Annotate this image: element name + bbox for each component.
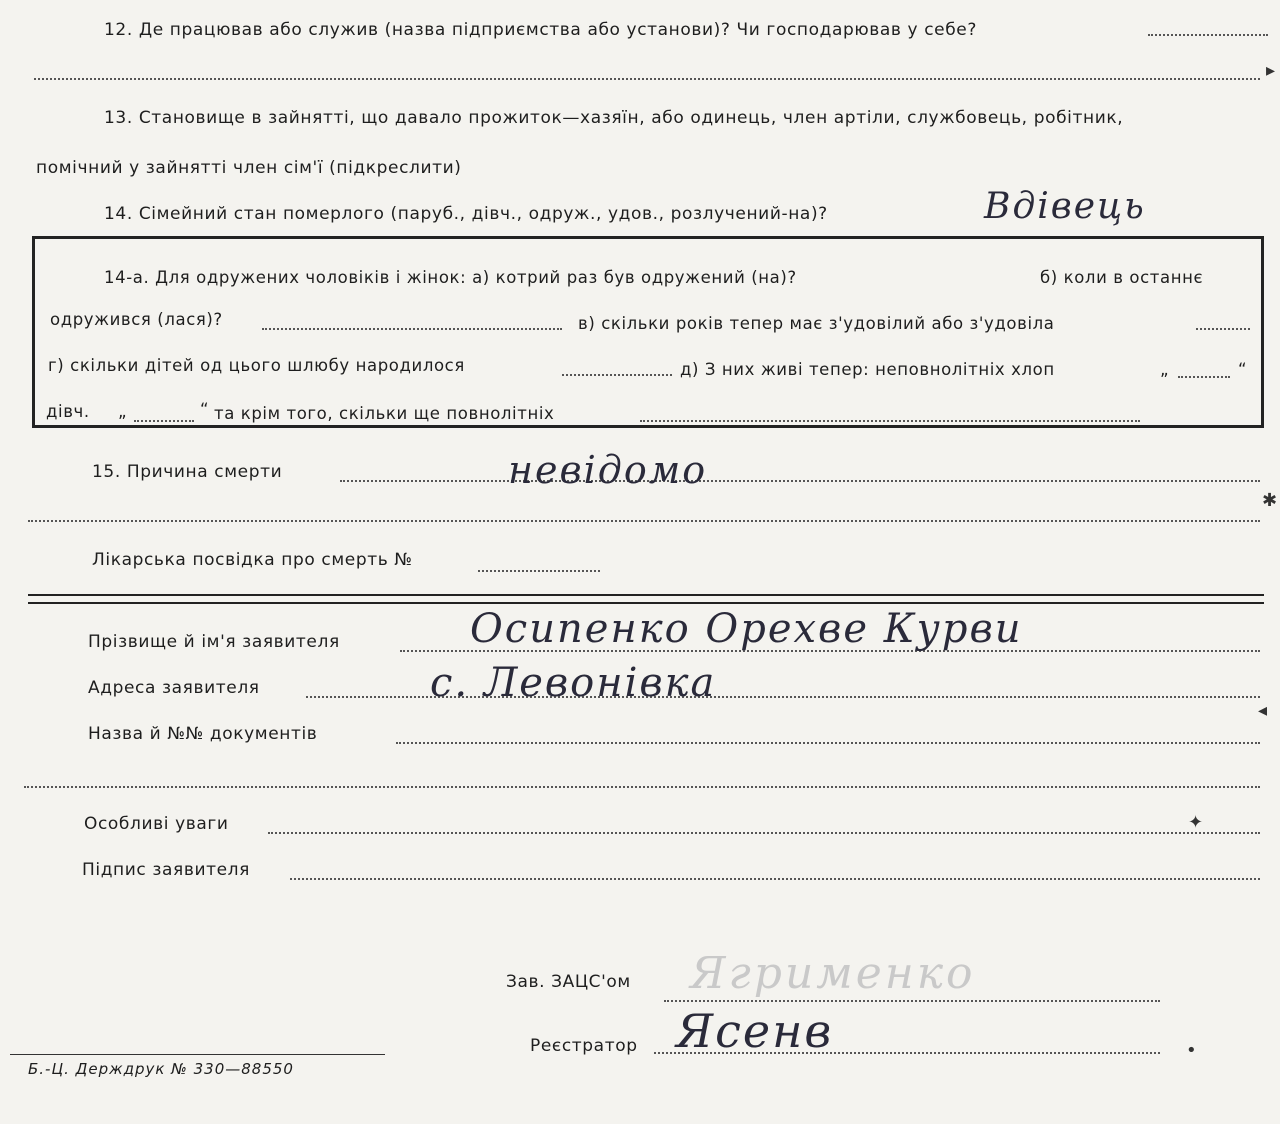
question-14a-field-adults [640,420,1140,422]
question-14a-line-3a: г) скільки дітей од цього шлюбу народилося [48,356,465,375]
question-14a-line-3b: д) З них живі тепер: неповнолітніх хлоп [680,360,1055,379]
medical-certificate-field [478,570,600,572]
question-13-line-1: 13. Становище в зайнятті, що давало прожиток—хазяїн, або одинець, член артіли, службовець, робітник, [104,108,1124,128]
separator-rule-bottom [28,602,1264,604]
remarks-line [268,832,1260,834]
applicant-name-value: Осипенко Орехве Курви [470,606,1023,652]
printer-mark: Б.-Ц. Держдрук № 330—88550 [28,1060,294,1078]
quote-mark-open-2: „ [118,402,128,421]
edge-smudge: ◂ [1258,700,1268,721]
edge-smudge: ▸ [1266,60,1276,81]
quote-mark-close-2: “ [200,400,210,419]
documents-label: Назва й №№ документів [88,724,318,744]
question-14a-field-children [562,374,672,376]
question-14a-field-years [1196,328,1250,330]
question-14-answer: Вдівець [984,186,1146,227]
question-14a-field-date [262,328,562,330]
documents-line-b [24,786,1260,788]
question-14a-line-4a: дівч. [46,402,90,421]
quote-mark-close: “ [1238,360,1248,379]
question-12-line-b [34,78,1260,80]
registrar-label: Реєстратор [530,1036,638,1056]
applicant-signature-line [290,878,1260,880]
head-of-registry-label: Зав. ЗАЦС'ом [506,972,631,992]
question-14a-line-2b: в) скільки років тепер має з'удовілий або з'удовіла [578,314,1055,333]
quote-mark-open: „ [1160,360,1170,379]
edge-smudge: • [1186,1040,1197,1061]
question-12: 12. Де працював або служив (назва підприємства або установи)? Чи господарював у себе? [104,20,977,40]
remarks-label: Особливі уваги [84,814,229,834]
question-15: 15. Причина смерти [92,462,283,482]
applicant-address-label: Адреса заявителя [88,678,260,698]
question-13-line-2: помічний у зайнятті член сім'ї (підкреслити) [36,158,462,178]
printer-mark-rule [10,1054,385,1055]
question-14a-line-1b: б) коли в останнє [1040,268,1204,287]
medical-certificate-label: Лікарська посвідка про смерть № [92,550,413,570]
question-14a-line-4b: та крім того, скільки ще повнолітніх [214,404,555,423]
question-15-answer: невідомо [508,448,708,492]
applicant-name-label: Прізвище й ім'я заявителя [88,632,340,652]
applicant-address-value: с. Левонівка [430,660,717,706]
head-of-registry-line [664,1000,1160,1002]
edge-smudge: ✱ [1262,490,1278,511]
edge-smudge: ✦ [1188,812,1204,833]
question-14a-field-girls [134,420,194,422]
question-15-line-a [340,480,1260,482]
documents-line-a [396,742,1260,744]
question-15-line-b [28,520,1260,522]
question-14: 14. Сімейний стан померлого (паруб., дівч., одруж., удов., розлучений-на)? [104,204,828,224]
applicant-signature-label: Підпис заявителя [82,860,250,880]
separator-rule-top [28,594,1264,596]
faded-signature-mark: Ягрименко [690,948,976,999]
registrar-signature: Ясенв [676,1004,834,1058]
question-12-line-a [1148,34,1268,36]
question-14a-line-1: 14-а. Для одружених чоловіків і жінок: а) котрий раз був одружений (на)? [104,268,797,287]
question-14a-field-boys [1178,376,1230,378]
question-14a-line-2a: одружився (лася)? [50,310,223,329]
